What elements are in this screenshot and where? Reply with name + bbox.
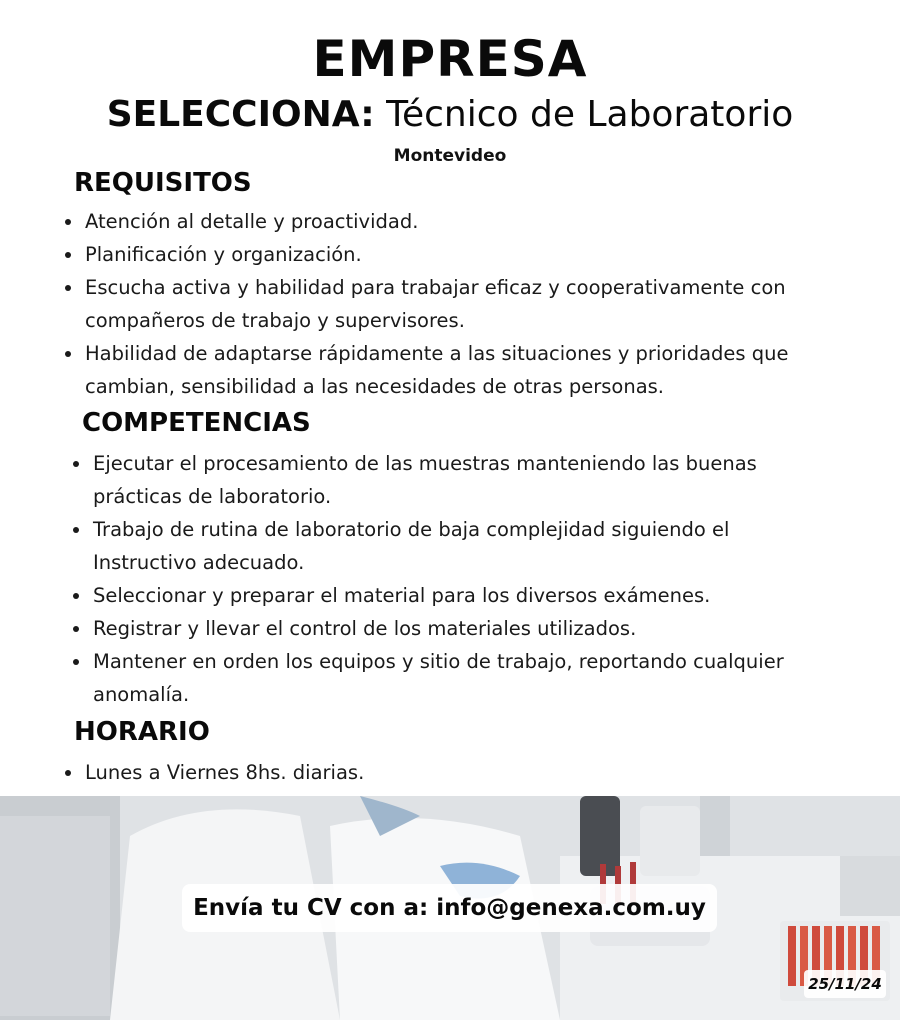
list-item: Seleccionar y preparar el material para los diversos exámenes.	[69, 579, 859, 612]
list-item: Lunes a Viernes 8hs. diarias.	[61, 756, 861, 789]
list-item: Ejecutar el procesamiento de las muestras manteniendo las buenas prácticas de laboratorio.	[69, 447, 859, 513]
horario-heading: HORARIO	[74, 717, 210, 747]
company-title: EMPRESA	[312, 30, 588, 88]
job-title-label: SELECCIONA:	[106, 94, 375, 135]
list-item: Trabajo de rutina de laboratorio de baja complejidad siguiendo el Instructivo adecuado.	[69, 513, 859, 579]
list-item: Escucha activa y habilidad para trabajar eficaz y cooperativamente con compañeros de trabajo y supervisores.	[61, 271, 861, 337]
list-item: Mantener en orden los equipos y sitio de trabajo, reportando cualquier anomalía.	[69, 645, 859, 711]
cta-contact-banner: Envía tu CV con a: info@genexa.com.uy	[182, 884, 717, 932]
requisitos-list	[61, 205, 861, 403]
list-item: Planificación y organización.	[61, 238, 861, 271]
competencias-list	[69, 447, 859, 711]
list-item: Habilidad de adaptarse rápidamente a las situaciones y prioridades que cambian, sensibilidad a las necesidades de otras personas.	[61, 337, 861, 403]
competencias-heading: COMPETENCIAS	[82, 408, 311, 438]
list-item: Registrar y llevar el control de los materiales utilizados.	[69, 612, 859, 645]
list-item: Atención al detalle y proactividad.	[61, 205, 861, 238]
posting-date: 25/11/24	[804, 970, 886, 998]
requisitos-heading: REQUISITOS	[74, 168, 252, 198]
job-location: Montevideo	[393, 146, 507, 166]
horario-list	[61, 756, 861, 789]
job-title-role: Técnico de Laboratorio	[386, 94, 794, 135]
job-title	[0, 94, 900, 135]
